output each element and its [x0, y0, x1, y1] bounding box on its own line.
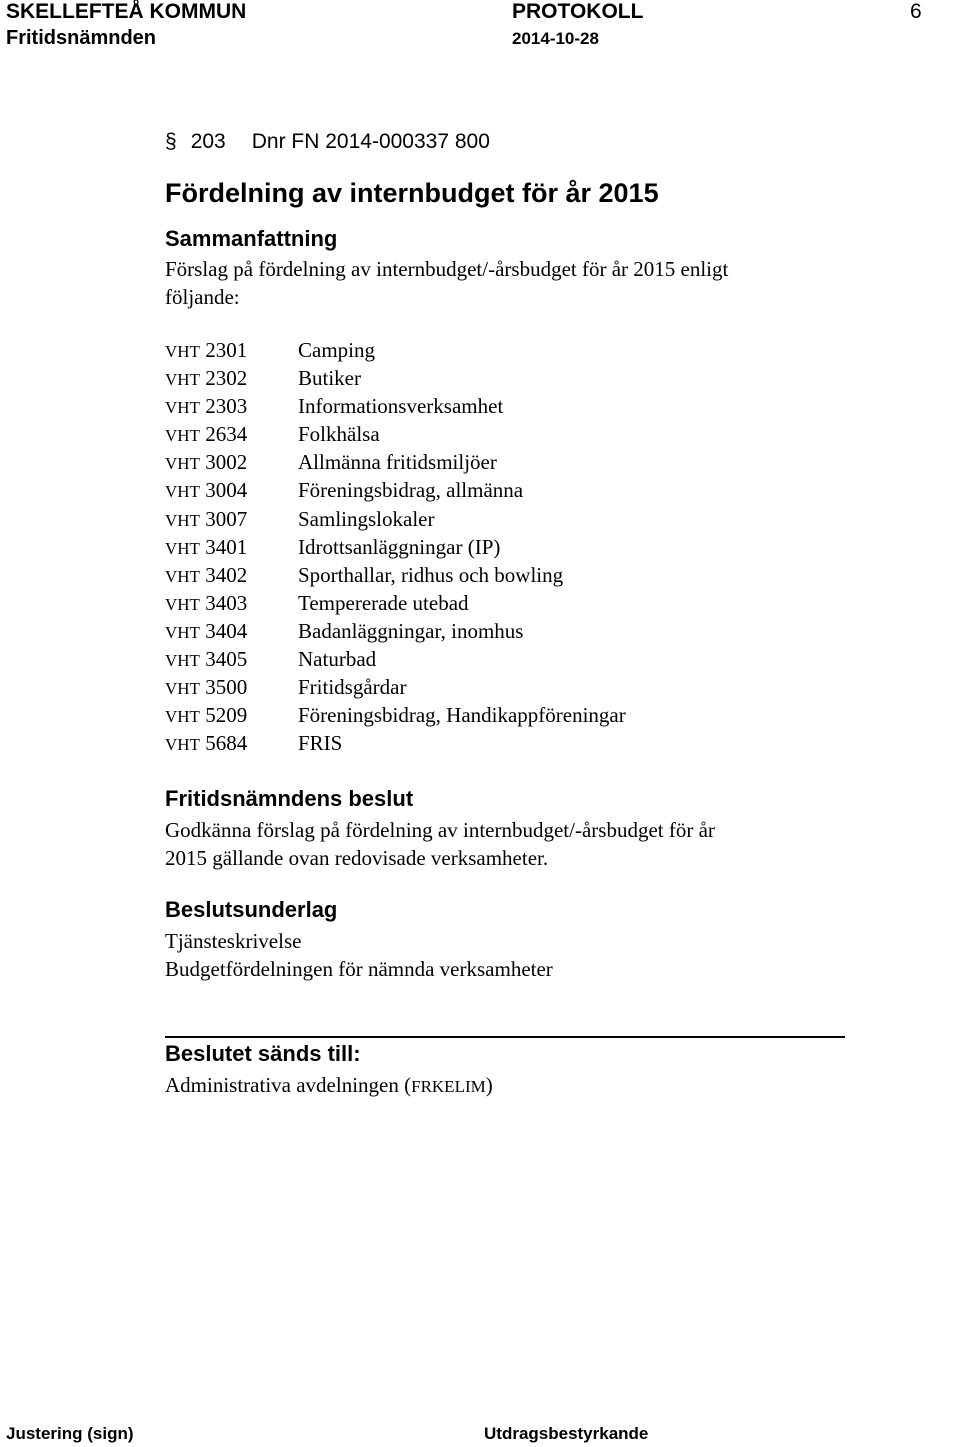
- list-item: [165, 589, 626, 617]
- paragraph-line: [165, 130, 490, 154]
- activity-prefix: VHT: [165, 735, 200, 755]
- header-org: SKELLEFTEÅ KOMMUN: [6, 0, 247, 23]
- activity-prefix: VHT: [165, 594, 200, 614]
- activity-code: [165, 476, 298, 506]
- page-number: 6: [910, 0, 922, 23]
- activity-number: 3500: [205, 675, 248, 700]
- activity-prefix: VHT: [165, 342, 200, 361]
- activity-number: 3007: [205, 506, 248, 531]
- activity-name: Föreningsbidrag, Handikappföreningar: [298, 703, 626, 728]
- activity-name: Camping: [298, 338, 375, 362]
- activity-name: FRIS: [298, 731, 343, 756]
- activity-prefix: VHT: [165, 566, 200, 586]
- header-dept: Fritidsnämnden: [6, 27, 157, 49]
- list-item: [165, 729, 626, 757]
- activity-prefix: VHT: [165, 622, 200, 642]
- activity-code: [165, 561, 298, 591]
- activity-code: [165, 505, 298, 535]
- activity-code: [165, 589, 298, 619]
- header-doc-type: PROTOKOLL: [512, 0, 644, 23]
- page-title: Fördelning av internbudget för år 2015: [165, 178, 659, 208]
- list-item: [165, 645, 626, 673]
- activity-code: [165, 729, 298, 759]
- activity-name: Butiker: [298, 366, 361, 391]
- decision-heading: Fritidsnämndens beslut: [165, 786, 414, 811]
- sent-to-heading: Beslutet sänds till:: [165, 1041, 361, 1066]
- activity-number: 3403: [205, 590, 248, 615]
- list-item: [165, 448, 626, 476]
- list-item: [165, 533, 626, 561]
- list-item: [165, 701, 626, 729]
- activity-code: [165, 364, 298, 394]
- activity-name: Naturbad: [298, 647, 377, 672]
- summary-line-1: Förslag på fördelning av internbudget/-årsbudget för år 2015 enligt: [165, 257, 729, 281]
- activity-code: [165, 533, 298, 563]
- activity-prefix: VHT: [165, 538, 200, 558]
- sent-to-close: ): [485, 1073, 493, 1097]
- footer-signature-label: Justering (sign): [6, 1424, 134, 1443]
- activity-code: [165, 645, 298, 675]
- activity-number: 3004: [205, 478, 248, 503]
- activity-code: [165, 336, 298, 366]
- activity-code: [165, 617, 298, 647]
- activity-number: 2301: [205, 338, 248, 362]
- activity-name: Badanläggningar, inomhus: [298, 618, 524, 643]
- summary-heading: Sammanfattning: [165, 226, 338, 251]
- activity-number: 3401: [205, 534, 248, 559]
- activity-code: [165, 448, 298, 478]
- activity-name: Folkhälsa: [298, 422, 380, 447]
- activity-prefix: VHT: [165, 426, 200, 446]
- activity-code: [165, 392, 298, 422]
- basis-line-1: Tjänsteskrivelse: [165, 929, 302, 953]
- footer-certification-label: Utdragsbestyrkande: [484, 1424, 649, 1443]
- paragraph-number: 203: [190, 130, 226, 153]
- section-symbol: §: [165, 130, 177, 153]
- divider-line: [165, 1036, 845, 1038]
- activity-name: Allmänna fritidsmiljöer: [298, 450, 497, 475]
- sent-to-code: FRKELIM: [411, 1077, 486, 1096]
- list-item: [165, 392, 626, 420]
- list-item: [165, 505, 626, 533]
- activity-prefix: VHT: [165, 707, 200, 727]
- activity-name: Samlingslokaler: [298, 506, 435, 531]
- activity-number: 3402: [205, 562, 248, 587]
- activity-number: 3405: [205, 647, 248, 672]
- activity-number: 2302: [205, 366, 248, 391]
- activity-prefix: VHT: [165, 679, 200, 699]
- activity-name: Tempererade utebad: [298, 590, 469, 615]
- basis-heading: Beslutsunderlag: [165, 897, 338, 922]
- activity-number: 3404: [205, 618, 248, 643]
- activity-prefix: VHT: [165, 482, 200, 502]
- list-item: [165, 476, 626, 504]
- activity-number: 2303: [205, 394, 248, 419]
- activity-code: [165, 420, 298, 450]
- activity-name: Fritidsgårdar: [298, 675, 407, 700]
- decision-line-2: 2015 gällande ovan redovisade verksamheter.: [165, 846, 549, 870]
- list-item: [165, 561, 626, 589]
- list-item: [165, 617, 626, 645]
- activity-list: [165, 336, 626, 757]
- activity-name: Sporthallar, ridhus och bowling: [298, 562, 564, 587]
- list-item: [165, 420, 626, 448]
- decision-line-1: Godkänna förslag på fördelning av internbudget/-årsbudget för år: [165, 818, 715, 842]
- activity-name: Informationsverksamhet: [298, 394, 504, 419]
- list-item: [165, 364, 626, 392]
- activity-prefix: VHT: [165, 510, 200, 530]
- activity-prefix: VHT: [165, 370, 200, 390]
- activity-number: 5209: [205, 703, 248, 728]
- activity-prefix: VHT: [165, 651, 200, 671]
- activity-name: Föreningsbidrag, allmänna: [298, 478, 524, 503]
- activity-prefix: VHT: [165, 454, 200, 474]
- header-date: 2014-10-28: [512, 29, 599, 48]
- activity-number: 2634: [205, 422, 248, 447]
- activity-number: 5684: [205, 731, 248, 756]
- activity-name: Idrottsanläggningar (IP): [298, 534, 501, 559]
- summary-line-2: följande:: [165, 285, 240, 309]
- activity-number: 3002: [205, 450, 248, 475]
- diary-number: Dnr FN 2014-000337 800: [251, 130, 490, 153]
- activity-code: [165, 673, 298, 703]
- activity-code: [165, 701, 298, 731]
- list-item: [165, 336, 626, 364]
- basis-line-2: Budgetfördelningen för nämnda verksamheter: [165, 957, 553, 981]
- sent-to-recipient: [165, 1073, 493, 1098]
- sent-to-text: Administrativa avdelningen (: [165, 1073, 412, 1097]
- list-item: [165, 673, 626, 701]
- activity-prefix: VHT: [165, 398, 200, 418]
